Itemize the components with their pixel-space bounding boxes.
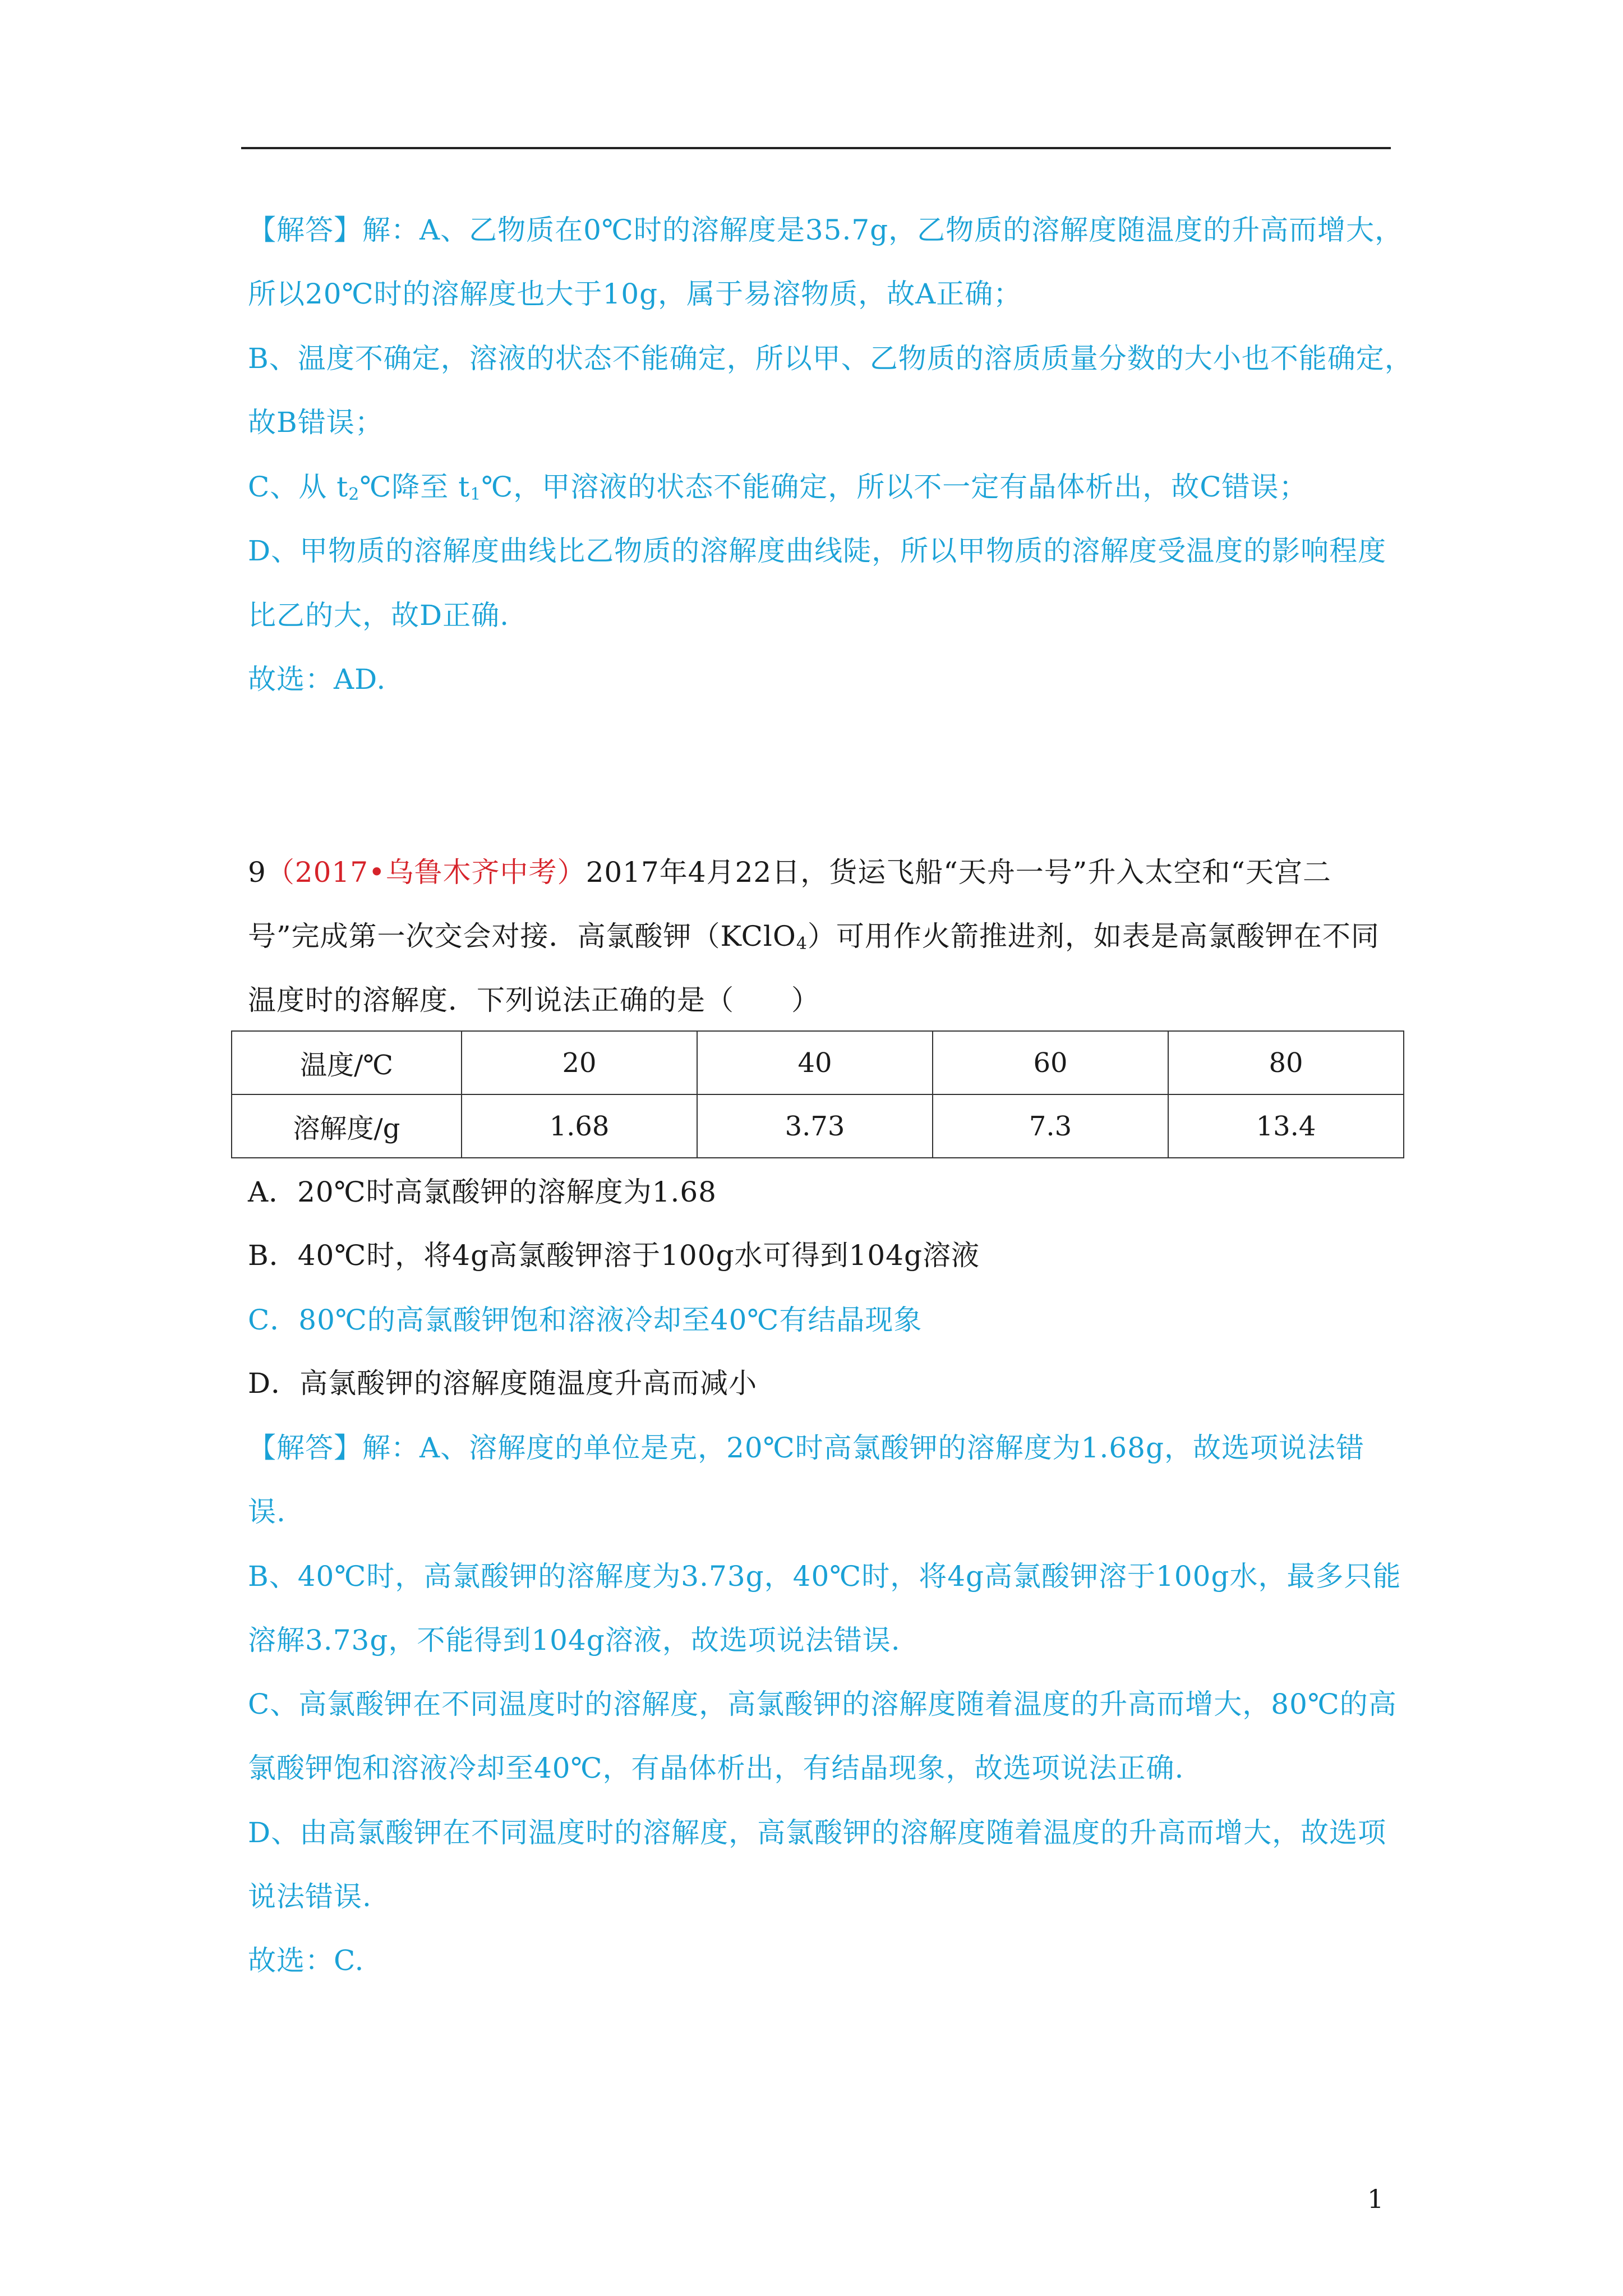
answer-tag: 【解答】 bbox=[248, 1432, 362, 1464]
question-number: 9 bbox=[248, 856, 266, 889]
subscript-2: 2 bbox=[348, 485, 360, 504]
subscript-1: 1 bbox=[470, 485, 482, 504]
table-row bbox=[232, 1094, 1404, 1158]
option-c: C．80℃的高氯酸钾饱和溶液冷却至40℃有结晶现象 bbox=[248, 1304, 923, 1336]
answer8-line-4: 故B错误； bbox=[248, 406, 384, 439]
answer9-line-3: B、40℃时，高氯酸钾的溶解度为3.73g，40℃时，将4g高氯酸钾溶于100g水，最多只能 bbox=[248, 1560, 1401, 1593]
table-cell: 40 bbox=[697, 1031, 933, 1094]
header-rule bbox=[241, 147, 1391, 149]
table-cell: 3.73 bbox=[697, 1094, 933, 1158]
answer9-line-5: C、高氯酸钾在不同温度时的溶解度，高氯酸钾的溶解度随着温度的升高而增大，80℃的高 bbox=[248, 1688, 1397, 1720]
table-cell: 80 bbox=[1168, 1031, 1404, 1094]
option-b: B．40℃时，将4g高氯酸钾溶于100g水可得到104g溶液 bbox=[248, 1239, 980, 1272]
table-cell: 温度/℃ bbox=[232, 1031, 462, 1094]
answer9-line-1-text: 解：A、溶解度的单位是克，20℃时高氯酸钾的溶解度为1.68g，故选项说法错 bbox=[362, 1432, 1364, 1464]
answer9-line-9: 故选：C. bbox=[248, 1944, 365, 1977]
answer8-line-5 bbox=[248, 470, 1308, 512]
answer8-line-1 bbox=[248, 213, 1403, 247]
answer9-line-7: D、由高氯酸钾在不同温度时的溶解度，高氯酸钾的溶解度随着温度的升高而增大，故选项 bbox=[248, 1816, 1387, 1849]
question9-line-1 bbox=[248, 855, 1331, 889]
table-cell: 60 bbox=[933, 1031, 1168, 1094]
answer8-line-6: D、甲物质的溶解度曲线比乙物质的溶解度曲线陡，所以甲物质的溶解度受温度的影响程度 bbox=[248, 535, 1387, 567]
answer9-line-2: 误. bbox=[248, 1496, 286, 1528]
question9-line-3: 温度时的溶解度．下列说法正确的是（ ） bbox=[248, 984, 820, 1016]
answer-tag: 【解答】 bbox=[248, 214, 362, 246]
answer8-line-8: 故选：AD. bbox=[248, 663, 386, 696]
option-a: A．20℃时高氯酸钾的溶解度为1.68 bbox=[248, 1176, 717, 1208]
answer9-line-1 bbox=[248, 1431, 1364, 1465]
page-number: 1 bbox=[1367, 2184, 1384, 2214]
question9-line-1-text: 2017年4月22日，货运飞船“天舟一号”升入太空和“天宫二 bbox=[585, 856, 1331, 889]
answer8-line-2: 所以20℃时的溶解度也大于10g，属于易溶物质，故A正确； bbox=[248, 278, 1022, 310]
question9-line-2-part-a: 号”完成第一次交会对接．高氯酸钾（KClO bbox=[248, 920, 796, 953]
subscript-4: 4 bbox=[796, 934, 808, 954]
solubility-table bbox=[231, 1030, 1404, 1158]
answer8-line-5-part-b: ℃降至 t bbox=[359, 471, 471, 503]
table-cell: 13.4 bbox=[1168, 1094, 1404, 1158]
answer9-line-6: 氯酸钾饱和溶液冷却至40℃，有晶体析出，有结晶现象，故选项说法正确. bbox=[248, 1752, 1184, 1784]
table-cell: 20 bbox=[462, 1031, 697, 1094]
table-cell: 1.68 bbox=[462, 1094, 697, 1158]
table-cell: 7.3 bbox=[933, 1094, 1168, 1158]
table-cell: 溶解度/g bbox=[232, 1094, 462, 1158]
answer9-line-4: 溶解3.73g，不能得到104g溶液，故选项说法错误. bbox=[248, 1624, 901, 1657]
answer8-line-1-text: 解：A、乙物质在0℃时的溶解度是35.7g，乙物质的溶解度随温度的升高而增大， bbox=[362, 214, 1404, 246]
answer9-line-8: 说法错误. bbox=[248, 1880, 372, 1913]
answer8-line-5-part-c: ℃，甲溶液的状态不能确定，所以不一定有晶体析出，故C错误； bbox=[481, 471, 1308, 503]
question-source: （2017•乌鲁木齐中考） bbox=[266, 856, 586, 889]
option-d: D．高氯酸钾的溶解度随温度升高而减小 bbox=[248, 1367, 758, 1400]
answer8-line-3: B、温度不确定，溶液的状态不能确定，所以甲、乙物质的溶质质量分数的大小也不能确定， bbox=[248, 342, 1413, 375]
table-row bbox=[232, 1031, 1404, 1094]
answer8-line-5-part-a: C、从 t bbox=[248, 471, 349, 503]
answer8-line-7: 比乙的大，故D正确. bbox=[248, 599, 509, 632]
question9-line-2 bbox=[248, 919, 1380, 961]
question9-line-2-part-b: ）可用作火箭推进剂，如表是高氯酸钾在不同 bbox=[807, 920, 1380, 953]
